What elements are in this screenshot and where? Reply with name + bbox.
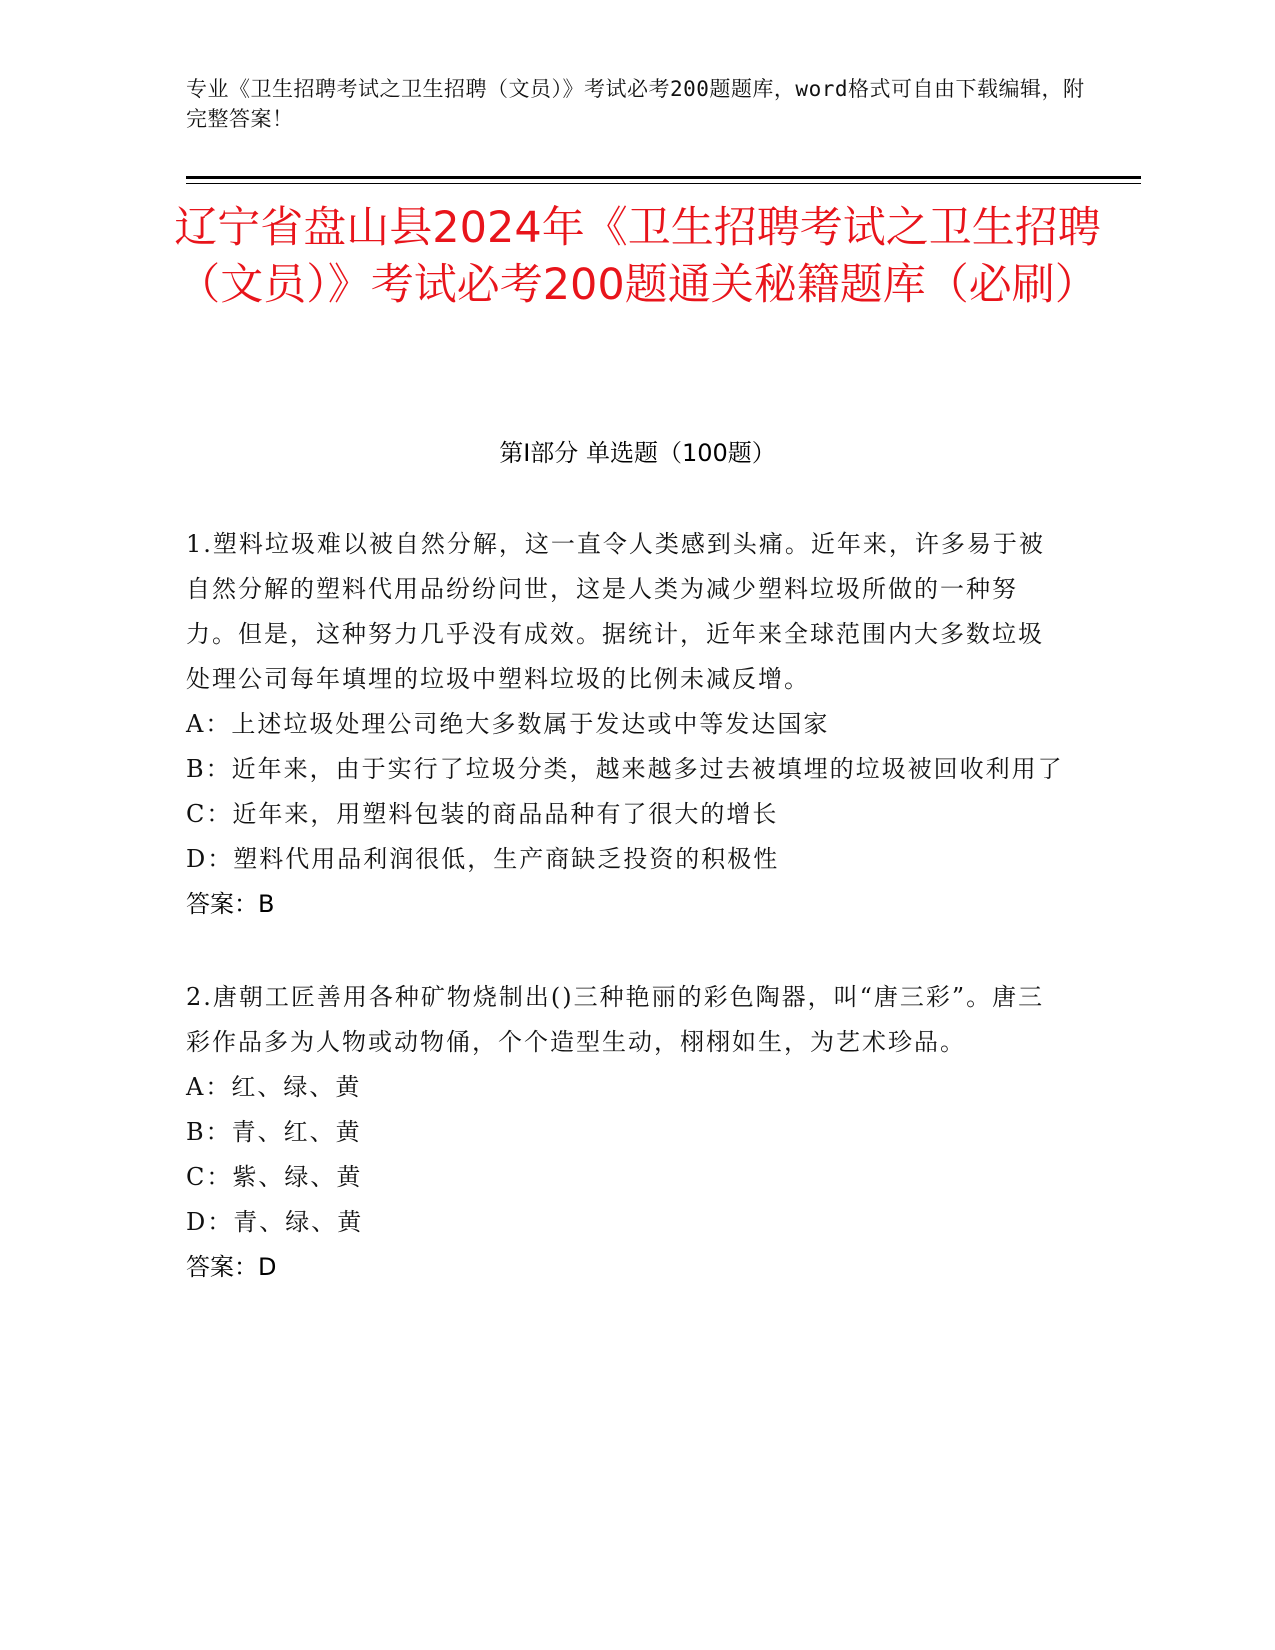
option-a: A：红、绿、黄 <box>186 1073 362 1101</box>
question-1 <box>186 522 1066 927</box>
answer: 答案：D <box>186 1253 277 1281</box>
question-text: 1.塑料垃圾难以被自然分解，这一直令人类感到头痛。近年来，许多易于被自然分解的塑料代用品纷纷问世，这是人类为减少塑料垃圾所做的一种努力。但是，这种努力几乎没有成效。据统计，近年来全球范围内大多数垃圾处理公司每年填埋的垃圾中塑料垃圾的比例未减反增。 <box>186 530 1045 693</box>
option-c: C：近年来，用塑料包装的商品品种有了很大的增长 <box>186 800 779 828</box>
section-title: 第Ⅰ部分 单选题（100题） <box>499 439 776 467</box>
option-d: D：塑料代用品利润很低，生产商缺乏投资的积极性 <box>186 845 780 873</box>
document-title: 辽宁省盘山县2024年《卫生招聘考试之卫生招聘（文员）》考试必考200题通关秘籍题库（必刷） <box>174 203 1101 310</box>
option-d: D：青、绿、黄 <box>186 1208 364 1236</box>
option-b: B：近年来，由于实行了垃圾分类，越来越多过去被填埋的垃圾被回收利用了 <box>186 755 1064 783</box>
answer: 答案：B <box>186 890 275 918</box>
question-list <box>186 522 1066 1338</box>
header-divider-thick <box>186 176 1141 179</box>
header-divider-thin <box>186 183 1141 184</box>
question-text: 2.唐朝工匠善用各种矿物烧制出()三种艳丽的彩色陶器，叫“唐三彩”。唐三彩作品多为人物或动物俑，个个造型生动，栩栩如生，为艺术珍品。 <box>186 983 1045 1056</box>
question-2 <box>186 975 1066 1290</box>
option-b: B：青、红、黄 <box>186 1118 362 1146</box>
option-c: C：紫、绿、黄 <box>186 1163 363 1191</box>
header-note: 专业《卫生招聘考试之卫生招聘（文员）》考试必考200题题库，word格式可自由下载编辑，附完整答案！ <box>186 77 1085 131</box>
option-a: A：上述垃圾处理公司绝大多数属于发达或中等发达国家 <box>186 710 830 738</box>
